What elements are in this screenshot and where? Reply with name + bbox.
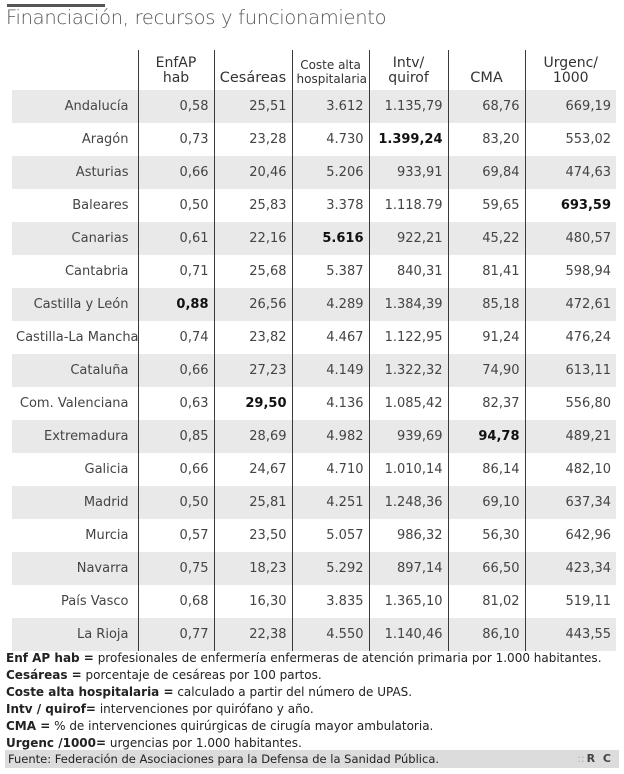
header-line: EnfAP [155, 55, 197, 71]
value-cell: 94,78 [448, 420, 525, 453]
value-cell: 0,74 [138, 321, 214, 354]
note-key: Cesáreas = [6, 668, 82, 682]
note-key: Enf AP hab = [6, 651, 94, 665]
table-row [12, 387, 616, 420]
table-body [12, 90, 616, 651]
header-urgenc [525, 50, 616, 90]
value-cell: 23,28 [214, 123, 292, 156]
source-text: Fuente: Federación de Asociaciones para la Defensa de la Sanidad Pública. [8, 752, 440, 766]
value-cell: 922,21 [369, 222, 448, 255]
value-cell: 4.550 [292, 618, 369, 651]
region-cell: Cataluña [12, 354, 138, 387]
value-cell: 27,23 [214, 354, 292, 387]
value-cell: 5.057 [292, 519, 369, 552]
value-cell: 476,24 [525, 321, 616, 354]
header-region [12, 50, 138, 90]
value-cell: 66,50 [448, 552, 525, 585]
value-cell: 45,22 [448, 222, 525, 255]
value-cell: 443,55 [525, 618, 616, 651]
value-cell: 3.378 [292, 189, 369, 222]
value-cell: 59,65 [448, 189, 525, 222]
region-cell: País Vasco [61, 594, 129, 609]
value-cell: 25,83 [214, 189, 292, 222]
note-text: profesionales de enfermería enfermeras de atención primaria por 1.000 habitantes. [93, 651, 602, 665]
table-row [12, 354, 616, 387]
value-cell: 482,10 [525, 453, 616, 486]
value-cell: 0,73 [138, 123, 214, 156]
header-line: Urgenc/ [543, 55, 599, 71]
value-cell: 472,61 [525, 288, 616, 321]
region-cell: Galicia [84, 462, 129, 477]
note-line [6, 701, 602, 718]
header-cma [448, 50, 525, 90]
header-line: 1000 [552, 70, 589, 86]
header-line: hospitalaria [296, 72, 368, 86]
value-cell: 613,11 [525, 354, 616, 387]
value-cell: 69,84 [448, 156, 525, 189]
value-cell: 4.982 [292, 420, 369, 453]
value-cell: 81,41 [448, 255, 525, 288]
value-cell: 20,46 [214, 156, 292, 189]
header-line: Intv/ [392, 55, 425, 71]
value-cell: 840,31 [369, 255, 448, 288]
value-cell: 69,10 [448, 486, 525, 519]
value-cell: 0,68 [138, 585, 214, 618]
table-row [12, 453, 616, 486]
value-cell: 0,75 [138, 552, 214, 585]
value-cell: 25,51 [214, 90, 292, 123]
source-bar [5, 750, 619, 768]
note-line [6, 650, 602, 667]
page-title: Financiación, recursos y funcionamiento [6, 6, 387, 29]
table-row [12, 321, 616, 354]
table-row [12, 156, 616, 189]
header-line: Cesáreas [219, 70, 287, 86]
table-row [12, 519, 616, 552]
region-cell: Aragón [81, 132, 129, 147]
note-key: Urgenc /1000= [6, 736, 107, 750]
region-cell: Cantabria [64, 264, 129, 279]
header-enf-ap-hab [138, 50, 214, 90]
table-row [12, 486, 616, 519]
note-key: Coste alta hospitalaria = [6, 685, 174, 699]
header-line: CMA [470, 70, 503, 86]
value-cell: 5.616 [292, 222, 369, 255]
value-cell: 3.835 [292, 585, 369, 618]
value-cell: 4.149 [292, 354, 369, 387]
region-cell: Murcia [85, 528, 129, 543]
table-row [12, 90, 616, 123]
value-cell: 1.140,46 [369, 618, 448, 651]
value-cell: 1.085,42 [369, 387, 448, 420]
value-cell: 5.387 [292, 255, 369, 288]
table-row [12, 552, 616, 585]
value-cell: 519,11 [525, 585, 616, 618]
value-cell: 56,30 [448, 519, 525, 552]
value-cell: 693,59 [525, 189, 616, 222]
region-cell: Navarra [12, 552, 138, 585]
value-cell: 1.399,24 [369, 123, 448, 156]
value-cell: 83,20 [448, 123, 525, 156]
value-cell: 4.730 [292, 123, 369, 156]
note-line [6, 718, 602, 735]
region-cell: Andalucía [12, 90, 138, 123]
value-cell: 637,34 [525, 486, 616, 519]
region-cell: Extremadura [12, 420, 138, 453]
publisher-logo [577, 750, 613, 768]
region-cell: Asturias [12, 156, 138, 189]
value-cell: 0,66 [138, 453, 214, 486]
value-cell: 86,10 [448, 618, 525, 651]
region-cell: Canarias [12, 222, 138, 255]
note-text: intervenciones por quirófano y año. [96, 702, 314, 716]
data-table [12, 50, 616, 651]
value-cell: 86,14 [448, 453, 525, 486]
value-cell: 598,94 [525, 255, 616, 288]
value-cell: 24,67 [214, 453, 292, 486]
value-cell: 933,91 [369, 156, 448, 189]
value-cell: 4.710 [292, 453, 369, 486]
value-cell: 642,96 [525, 519, 616, 552]
value-cell: 1.122,95 [369, 321, 448, 354]
value-cell: 423,34 [525, 552, 616, 585]
table-row [12, 189, 616, 222]
region-cell: Castilla y León [12, 288, 138, 321]
value-cell: 0,63 [138, 387, 214, 420]
table-row [12, 255, 616, 288]
value-cell: 939,69 [369, 420, 448, 453]
header-row [12, 50, 616, 90]
value-cell: 1.248,36 [369, 486, 448, 519]
note-key: Intv / quirof= [6, 702, 96, 716]
table-row [12, 585, 616, 618]
region-cell: Castilla-La Mancha [16, 330, 139, 345]
value-cell: 0,57 [138, 519, 214, 552]
table-row [12, 420, 616, 453]
value-cell: 489,21 [525, 420, 616, 453]
note-text: calculado a partir del número de UPAS. [173, 685, 413, 699]
value-cell: 68,76 [448, 90, 525, 123]
logo-dots: :: [577, 752, 585, 765]
value-cell: 23,82 [214, 321, 292, 354]
value-cell: 474,63 [525, 156, 616, 189]
value-cell: 5.206 [292, 156, 369, 189]
value-cell: 556,80 [525, 387, 616, 420]
value-cell: 0,50 [138, 189, 214, 222]
region-cell: Baleares [72, 198, 129, 213]
value-cell: 4.251 [292, 486, 369, 519]
value-cell: 4.289 [292, 288, 369, 321]
value-cell: 4.136 [292, 387, 369, 420]
value-cell: 897,14 [369, 552, 448, 585]
value-cell: 0,88 [138, 288, 214, 321]
value-cell: 1.118.79 [369, 189, 448, 222]
value-cell: 1.384,39 [369, 288, 448, 321]
legend-notes [6, 650, 602, 752]
table-row [12, 618, 616, 651]
header-line: quirof [388, 70, 429, 86]
value-cell: 0,50 [138, 486, 214, 519]
value-cell: 0,61 [138, 222, 214, 255]
value-cell: 22,38 [214, 618, 292, 651]
value-cell: 0,71 [138, 255, 214, 288]
header-line: Coste alta [300, 58, 361, 72]
value-cell: 1.010,14 [369, 453, 448, 486]
region-cell: Madrid [12, 486, 138, 519]
value-cell: 1.365,10 [369, 585, 448, 618]
value-cell: 28,69 [214, 420, 292, 453]
value-cell: 81,02 [448, 585, 525, 618]
value-cell: 480,57 [525, 222, 616, 255]
value-cell: 5.292 [292, 552, 369, 585]
value-cell: 22,16 [214, 222, 292, 255]
header-coste-alta [292, 50, 369, 90]
note-line [6, 684, 602, 701]
value-cell: 0,66 [138, 354, 214, 387]
value-cell: 25,81 [214, 486, 292, 519]
region-cell: Com. Valenciana [19, 396, 129, 411]
logo-text: R C [586, 752, 613, 765]
value-cell: 23,50 [214, 519, 292, 552]
value-cell: 3.612 [292, 90, 369, 123]
value-cell: 74,90 [448, 354, 525, 387]
table-row [12, 222, 616, 255]
header-intv-quirof [369, 50, 448, 90]
value-cell: 1.135,79 [369, 90, 448, 123]
value-cell: 0,77 [138, 618, 214, 651]
value-cell: 29,50 [214, 387, 292, 420]
value-cell: 4.467 [292, 321, 369, 354]
table-row [12, 288, 616, 321]
value-cell: 25,68 [214, 255, 292, 288]
value-cell: 85,18 [448, 288, 525, 321]
value-cell: 16,30 [214, 585, 292, 618]
value-cell: 0,58 [138, 90, 214, 123]
note-text: urgencias por 1.000 habitantes. [106, 736, 302, 750]
note-text: porcentaje de cesáreas por 100 partos. [81, 668, 322, 682]
region-cell: La Rioja [12, 618, 138, 651]
note-line [6, 667, 602, 684]
value-cell: 18,23 [214, 552, 292, 585]
value-cell: 669,19 [525, 90, 616, 123]
value-cell: 82,37 [448, 387, 525, 420]
value-cell: 26,56 [214, 288, 292, 321]
value-cell: 0,85 [138, 420, 214, 453]
value-cell: 1.322,32 [369, 354, 448, 387]
note-key: CMA = [6, 719, 51, 733]
table-row [12, 123, 616, 156]
note-text: % de intervenciones quirúrgicas de cirugía mayor ambulatoria. [50, 719, 434, 733]
header-cesareas [214, 50, 292, 90]
value-cell: 91,24 [448, 321, 525, 354]
value-cell: 0,66 [138, 156, 214, 189]
header-line: hab [162, 70, 190, 86]
value-cell: 553,02 [525, 123, 616, 156]
value-cell: 986,32 [369, 519, 448, 552]
